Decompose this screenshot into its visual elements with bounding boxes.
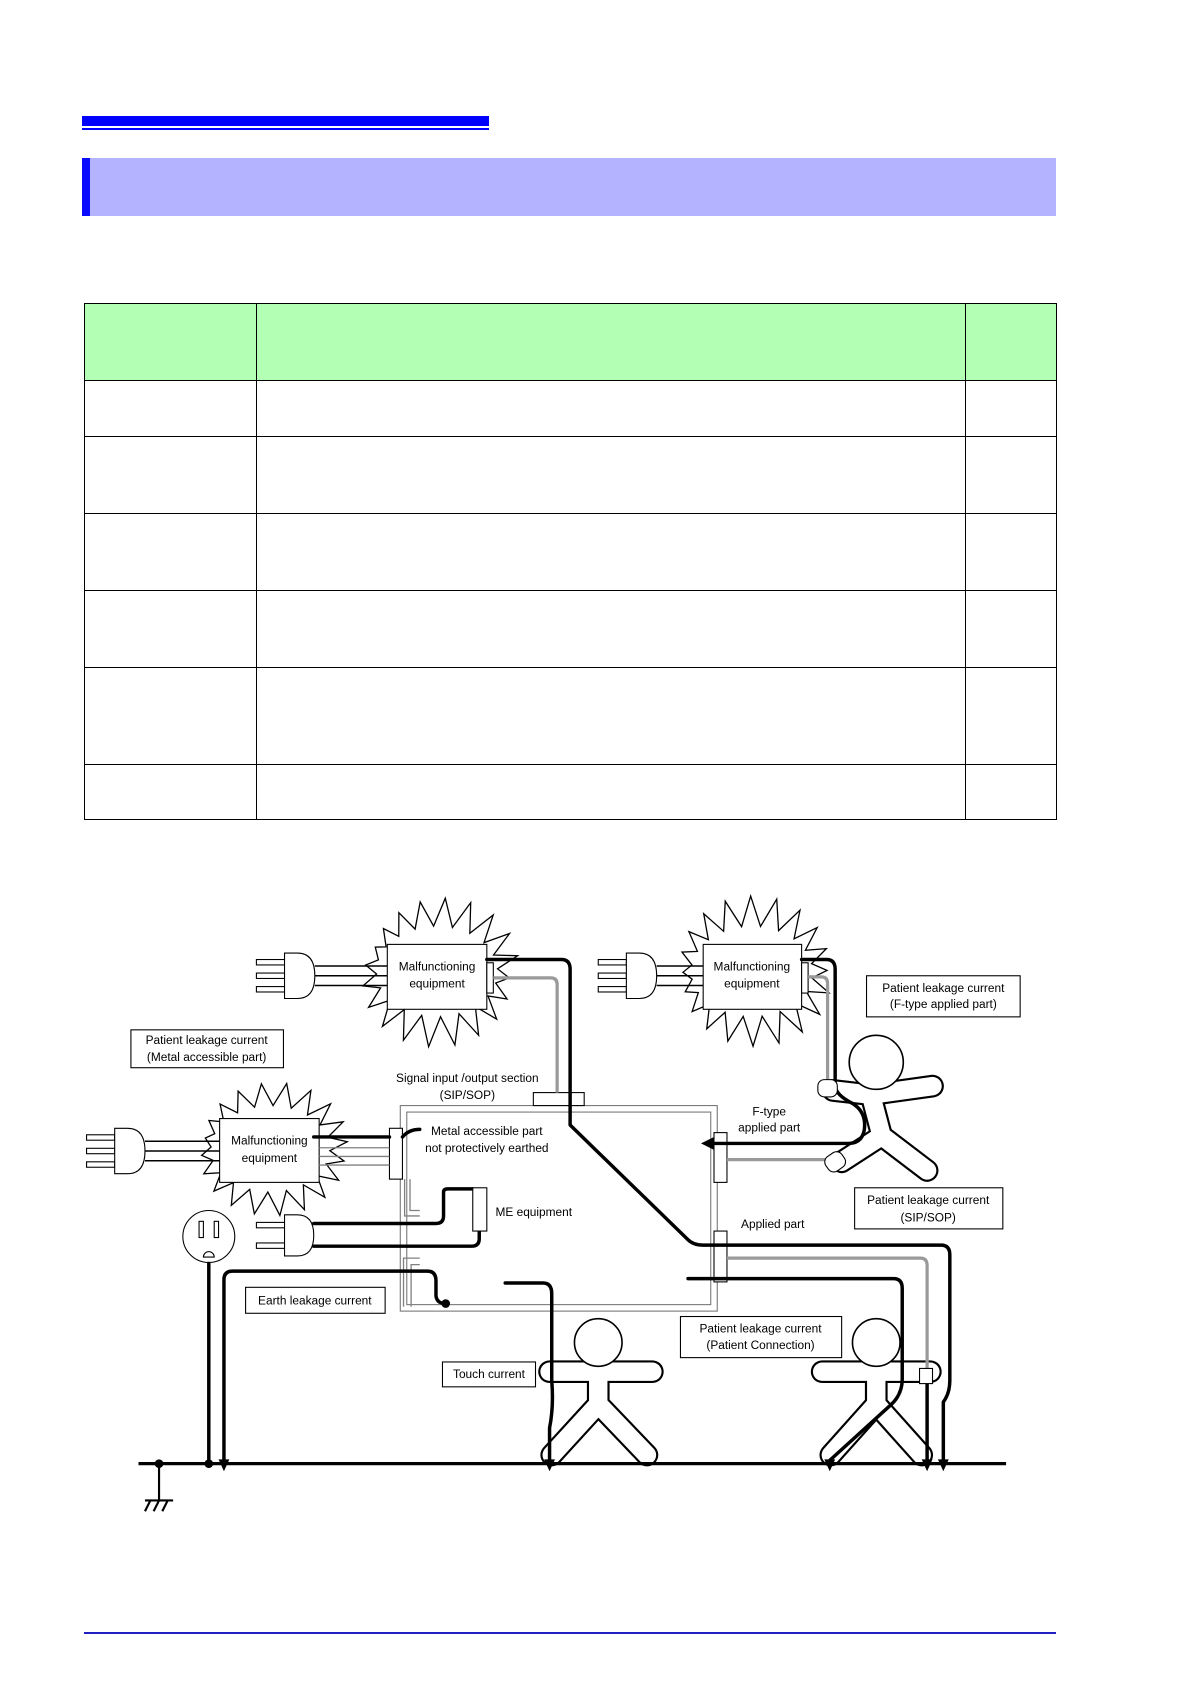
callout-plc-patient bbox=[680, 1317, 841, 1358]
figure-fill bbox=[822, 1372, 930, 1455]
arrow-down bbox=[219, 1459, 230, 1471]
callout-text: (SIP/SOP) bbox=[900, 1210, 956, 1225]
mains-plug-3 bbox=[87, 1128, 220, 1173]
callout-earth-leakage bbox=[246, 1287, 386, 1313]
figure-fill bbox=[550, 1372, 653, 1455]
sip-sop-connector bbox=[533, 1093, 584, 1106]
metal-part-label: not protectively earthed bbox=[425, 1141, 549, 1156]
plug-pin bbox=[598, 987, 626, 992]
plug-pin bbox=[598, 960, 626, 965]
me-supply-line bbox=[314, 1189, 473, 1224]
callout-text: Patient leakage current bbox=[145, 1032, 268, 1047]
plug-body bbox=[115, 1128, 145, 1173]
sip-sop-label: Signal input /output section bbox=[396, 1070, 539, 1085]
figure-head bbox=[574, 1319, 622, 1367]
f-type-applied-part bbox=[714, 1133, 727, 1183]
callout-text: Patient leakage current bbox=[867, 1193, 990, 1208]
f-type-electrode bbox=[818, 1080, 837, 1097]
callout-plc-f-type bbox=[867, 976, 1021, 1017]
junction-dot bbox=[441, 1299, 450, 1308]
plug-pin bbox=[87, 1135, 115, 1140]
earth-terminal bbox=[404, 1258, 420, 1307]
callout-text: Patient leakage current bbox=[699, 1321, 822, 1336]
plug-body bbox=[285, 1215, 314, 1256]
callout-text: (F-type applied part) bbox=[889, 997, 997, 1012]
metal-part-label: Metal accessible part bbox=[431, 1123, 543, 1138]
applied-part-label: Applied part bbox=[741, 1216, 805, 1231]
earth-symbol-lines bbox=[145, 1464, 173, 1512]
callout-plc-sip-sop bbox=[855, 1188, 1003, 1229]
arrow-left bbox=[701, 1137, 714, 1150]
wall-outlet bbox=[183, 1211, 235, 1263]
callout-touch-current bbox=[442, 1362, 535, 1387]
figure-head bbox=[849, 1035, 903, 1089]
applied-part bbox=[714, 1231, 727, 1282]
figure-head bbox=[852, 1319, 900, 1367]
plug-pin bbox=[598, 973, 626, 978]
mains-plug-1 bbox=[256, 953, 387, 998]
malfunction-label: equipment bbox=[724, 976, 780, 991]
malfunction-label: Malfunctioning bbox=[231, 1133, 308, 1148]
plug-body bbox=[626, 953, 656, 998]
outlet-slot bbox=[199, 1221, 203, 1237]
plug-body bbox=[285, 953, 315, 998]
callout-text: Patient leakage current bbox=[882, 980, 1005, 995]
me-equipment-block bbox=[473, 1188, 487, 1231]
plug-pin bbox=[87, 1162, 115, 1167]
f-type-label: F-type bbox=[752, 1104, 786, 1119]
malfunction-label: Malfunctioning bbox=[713, 959, 791, 974]
touch-figure bbox=[550, 1319, 653, 1455]
junction-dot bbox=[204, 1459, 213, 1468]
malfunction-label: equipment bbox=[241, 1150, 298, 1165]
callout-text: (Metal accessible part) bbox=[146, 1050, 267, 1065]
me-equipment-label: ME equipment bbox=[495, 1204, 573, 1219]
plug-pin bbox=[256, 973, 284, 978]
plug-pin bbox=[256, 1243, 284, 1248]
earth-symbol bbox=[145, 1464, 173, 1512]
plug-pin bbox=[87, 1148, 115, 1153]
connector bbox=[802, 963, 808, 993]
plug-pin bbox=[256, 960, 284, 965]
arrow-down bbox=[938, 1459, 949, 1471]
me-equipment-plug bbox=[256, 1215, 313, 1256]
sip-sop-label: (SIP/SOP) bbox=[439, 1088, 496, 1103]
malfunction-label: equipment bbox=[409, 976, 465, 991]
metal-accessible-part bbox=[389, 1128, 402, 1179]
malfunction-label: Malfunctioning bbox=[398, 959, 476, 974]
f-type-label: applied part bbox=[738, 1120, 801, 1135]
connector bbox=[487, 963, 493, 993]
callout-text: Touch current bbox=[453, 1367, 525, 1382]
outlet-slot bbox=[214, 1221, 218, 1237]
junction-dot bbox=[155, 1459, 164, 1468]
callout-plc-metal-part bbox=[131, 1030, 284, 1068]
patient-connection-electrode bbox=[920, 1368, 933, 1383]
plug-pin bbox=[256, 987, 284, 992]
me-supply-line bbox=[314, 1231, 480, 1246]
callout-text: Earth leakage current bbox=[258, 1293, 372, 1308]
plug-pin bbox=[256, 1222, 284, 1227]
callout-text: (Patient Connection) bbox=[706, 1337, 815, 1352]
